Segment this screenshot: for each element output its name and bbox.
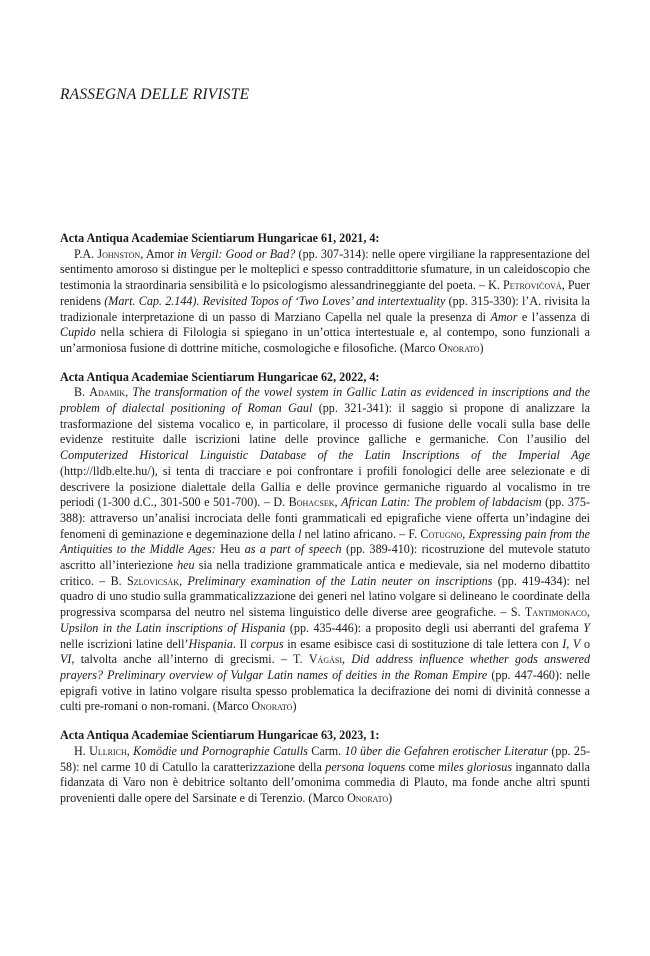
- body-text: . Il: [232, 636, 251, 651]
- body-text: e l’assenza di: [517, 309, 590, 324]
- italic-title-text: The transformation of the vowel system in Gallic Latin as evidenced in inscriptions and the problem of dialectal positioning of Roman Gaul: [60, 385, 590, 416]
- body-text: (http://lldb.elte.hu/), si tenta di tracciare e poi confrontare i profili fonologici delle aree selezionate e di descrivere la posizione dialettale della Gallia e delle province germaniche riguardo al vocalismo in tre periodi (1-300 d.C., 301-500 e 501-700). – D.: [60, 463, 590, 510]
- italic-title-text: Hispania: [188, 636, 233, 651]
- review-entry: [60, 247, 590, 357]
- body-text: nel latino africano. – F.: [301, 526, 421, 541]
- body-text: ,: [126, 743, 134, 758]
- body-text: (pp. 315-330): l’A. rivisita la tradizionale interpretazione di un passo di Marziano Capella nel quale la presenza di: [60, 293, 591, 324]
- italic-title-text: VI: [60, 652, 72, 667]
- body-text: ,: [586, 605, 590, 620]
- review-content: [60, 231, 590, 820]
- body-text: ,: [179, 573, 188, 588]
- journal-section: [60, 231, 590, 357]
- body-text: P.A.: [74, 246, 98, 261]
- body-text: (pp. 25-58): nel carme 10 di Catullo la caratterizzazione della: [60, 743, 591, 774]
- review-entry: [60, 744, 590, 807]
- italic-title-text: miles gloriosus: [438, 759, 513, 774]
- body-text: H.: [74, 743, 90, 758]
- author-name: Onorato: [438, 340, 480, 355]
- body-text: ,: [342, 652, 352, 667]
- body-text: , Amor: [140, 246, 178, 261]
- body-text: sia nella tradizione grammaticale antica e medievale, sia nel moderno dibattito critico. – B.: [60, 558, 590, 588]
- journal-heading: Acta Antiqua Academiae Scientiarum Hungaricae 62, 2022, 4:: [60, 369, 380, 384]
- body-text: ,: [566, 636, 573, 651]
- author-name: Adamik: [89, 385, 126, 400]
- body-text: B.: [74, 385, 90, 400]
- italic-title-text: heu: [177, 558, 195, 573]
- body-text: nelle iscrizioni latine dell’: [60, 636, 189, 651]
- author-name: Vágási: [308, 652, 343, 667]
- body-text: (pp. 375-388): attraverso un’analisi incrociata delle fonti grammaticali ed epigrafiche viene offerta un’indagine dei fenomeni di geminazione e degeminazione della: [60, 495, 590, 541]
- body-text: ,: [125, 385, 133, 400]
- italic-title-text: Computerized Historical Linguistic Database of the Latin Inscriptions of the Imperial Age: [60, 448, 590, 463]
- italic-title-text: Preliminary examination of the Latin neuter on inscriptions: [187, 573, 493, 588]
- body-text: o: [580, 636, 591, 651]
- body-text: in esame esibisce casi di sostituzione di tale lettera con: [283, 636, 563, 651]
- journal-heading: Acta Antiqua Academiae Scientiarum Hungaricae 61, 2021, 4:: [60, 231, 380, 245]
- body-text: (pp. 307-314): nelle opere virgiliane la rappresentazione del sentimento amoroso si distingue per le molteplici e spesso contraddittorie sfumature, in un caleidoscopio che testimonia la straordinaria sensibilità e lo psicologismo alessandrineggiante del poeta. – K.: [60, 246, 591, 293]
- italic-title-text: as a part of speech: [244, 542, 342, 557]
- body-text: ): [292, 699, 297, 714]
- body-text: Carm.: [307, 743, 345, 758]
- author-name: Ullrich: [89, 743, 127, 758]
- author-name: Johnston: [97, 246, 141, 261]
- author-name: Onorato: [347, 790, 389, 805]
- body-text: (pp. 419-434): nel quadro di uno studio sulla grammaticalizzazione dei generi nel latino volgare si delineano le coordinate della progressiva scomparsa del neutro nel sistema linguistico delle diverse aree geografiche. – S.: [60, 573, 590, 620]
- italic-title-text: Y: [583, 620, 590, 635]
- italic-title-text: Did address influence whether gods answered prayers? Preliminary overview of Vulgar Latin names of deities in the Roman Empire: [60, 652, 590, 682]
- author-name: Petrovićová: [502, 278, 562, 293]
- italic-title-text: Upsilon in the Latin inscriptions of Hispania: [60, 620, 286, 635]
- body-text: , talvolta anche all’interno di grecismi. – T.: [71, 652, 309, 667]
- journal-section: [60, 370, 590, 715]
- body-text: ): [388, 790, 393, 805]
- body-text: Heu: [215, 542, 245, 557]
- author-name: Onorato: [251, 699, 293, 714]
- body-text: (pp. 435-446): a proposito degli usi aberranti del grafema: [285, 620, 584, 635]
- italic-title-text: I: [562, 636, 567, 651]
- body-text: nella schiera di Filologia si spiegano in un’ottica intertestuale e, al contempo, sono funzionali a un’armoniosa fusione di dottrine mitiche, cosmologiche e filosofiche. (Marco: [60, 325, 590, 355]
- journal-heading: Acta Antiqua Academiae Scientiarum Hungaricae 63, 2023, 1:: [60, 728, 380, 743]
- italic-title-text: African Latin: The problem of labdacism: [341, 495, 542, 510]
- italic-title-text: (Mart. Cap. 2.144). Revisited Topos of ‘Two Loves’ and intertextuality: [104, 293, 446, 308]
- author-name: Bohacsek: [288, 495, 335, 510]
- italic-title-text: V: [572, 636, 581, 651]
- body-text: ingannato dalla fidanzata di Varo non è debitrice soltanto dell’omonima commedia di Plauto, ma fonde anche altri spunti provenienti dalle opere del Sarsinate e di Terenzio. (Marco: [60, 759, 590, 805]
- author-name: Cotugno: [420, 526, 463, 541]
- author-name: Szlovicsák: [127, 573, 180, 588]
- body-text: ): [479, 340, 484, 355]
- body-text: (pp. 321-341): il saggio si propone di analizzare la trasformazione del sistema vocalico e, in particolare, il processo di fusione delle vocali sulla base delle evidenze restituite dalle iscrizioni latine delle province galliche e germaniche. Con l’ausilio del: [60, 401, 590, 447]
- italic-title-text: Cupido: [60, 325, 96, 340]
- journal-section: [60, 728, 590, 807]
- running-head: RASSEGNA DELLE RIVISTE: [60, 86, 250, 103]
- italic-title-text: 10 über die Gefahren erotischer Literatur: [344, 743, 548, 758]
- body-text: come: [405, 759, 439, 774]
- body-text: ,: [334, 495, 342, 510]
- italic-title-text: in Vergil: Good or Bad?: [177, 246, 296, 261]
- body-text: (pp. 447-460): nelle epigrafi votive in latino volgare risulta spesso problematica la decifrazione dei nomi di divinità connesse a culti pre-romani o non-romani. (Marco: [60, 667, 590, 714]
- italic-title-text: Expressing pain from the Antiquities to the Middle Ages:: [60, 526, 591, 557]
- italic-title-text: corpus: [250, 636, 284, 651]
- italic-title-text: Komödie und Pornographie Catulls: [133, 743, 308, 758]
- author-name: Tantimonaco: [524, 605, 587, 620]
- italic-title-text: l: [298, 526, 302, 541]
- italic-title-text: persona loquens: [325, 759, 406, 774]
- body-text: ,: [462, 526, 469, 541]
- italic-title-text: Amor: [490, 309, 518, 324]
- body-text: , Puer renidens: [60, 278, 590, 308]
- body-text: (pp. 389-410): ricostruzione del mutevole statuto ascritto all’interiezione: [60, 542, 590, 573]
- review-entry: [60, 385, 590, 715]
